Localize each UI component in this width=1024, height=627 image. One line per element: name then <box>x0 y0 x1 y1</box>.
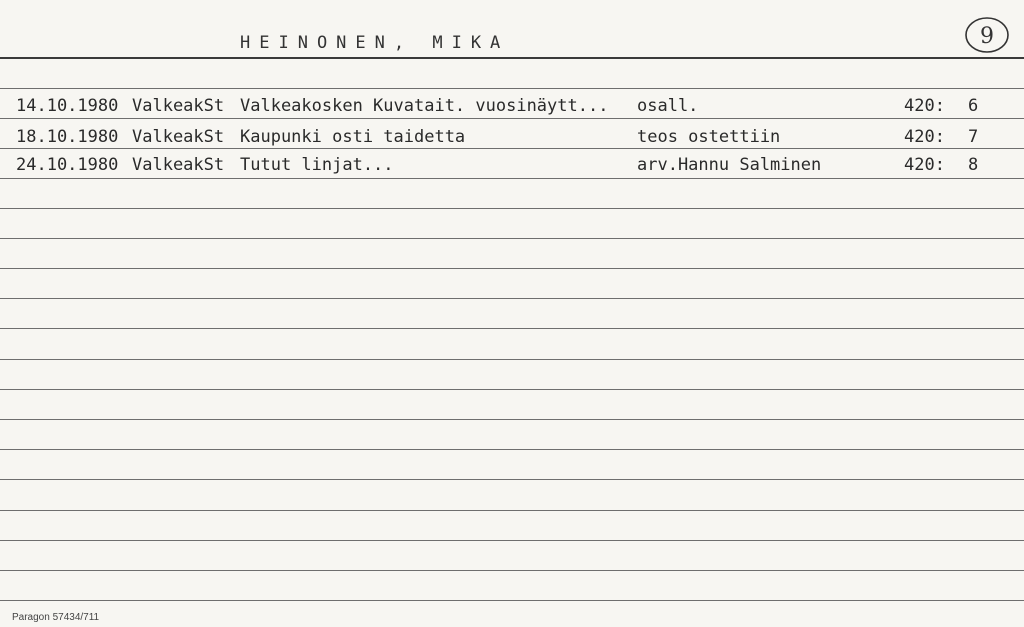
card-footer: Paragon 57434/711 <box>12 612 100 623</box>
entry-date: 24.10.1980 <box>16 155 119 175</box>
entry-code: 420: <box>904 155 945 175</box>
card-number-mark <box>962 14 1012 54</box>
entry-date: 14.10.1980 <box>16 96 119 116</box>
divider-line <box>0 510 1024 511</box>
divider-line <box>0 208 1024 209</box>
entry-date: 18.10.1980 <box>16 127 119 147</box>
list-item <box>0 96 1024 120</box>
entry-code: 420: <box>904 96 945 116</box>
divider-line <box>0 88 1024 89</box>
divider-line <box>0 479 1024 480</box>
list-item <box>0 127 1024 151</box>
entry-number: 7 <box>968 127 979 147</box>
entry-place: ValkeakSt <box>132 127 225 147</box>
entry-title: Kaupunki osti taidetta <box>240 127 466 147</box>
entry-code: 420: <box>904 127 945 147</box>
divider-line <box>0 600 1024 601</box>
divider-line <box>0 570 1024 571</box>
divider-line <box>0 238 1024 239</box>
entry-note: teos ostettiin <box>637 127 781 147</box>
entry-place: ValkeakSt <box>132 155 225 175</box>
entry-number: 6 <box>968 96 979 116</box>
list-item <box>0 155 1024 179</box>
divider-line <box>0 449 1024 450</box>
entry-title: Tutut linjat... <box>240 155 394 175</box>
divider-line <box>0 359 1024 360</box>
divider-line <box>0 298 1024 299</box>
divider-line <box>0 57 1024 59</box>
entry-number: 8 <box>968 155 979 175</box>
divider-line <box>0 268 1024 269</box>
divider-line <box>0 419 1024 420</box>
entry-note: osall. <box>637 96 699 116</box>
entry-place: ValkeakSt <box>132 96 225 116</box>
entry-note: arv.Hannu Salminen <box>637 155 822 175</box>
card-name-header: HEINONEN, MIKA <box>240 33 510 53</box>
divider-line <box>0 389 1024 390</box>
entry-title: Valkeakosken Kuvatait. vuosinäytt... <box>240 96 609 116</box>
divider-line <box>0 540 1024 541</box>
circled-number-icon <box>962 14 1012 54</box>
divider-line <box>0 328 1024 329</box>
card-number: 9 <box>980 24 994 49</box>
